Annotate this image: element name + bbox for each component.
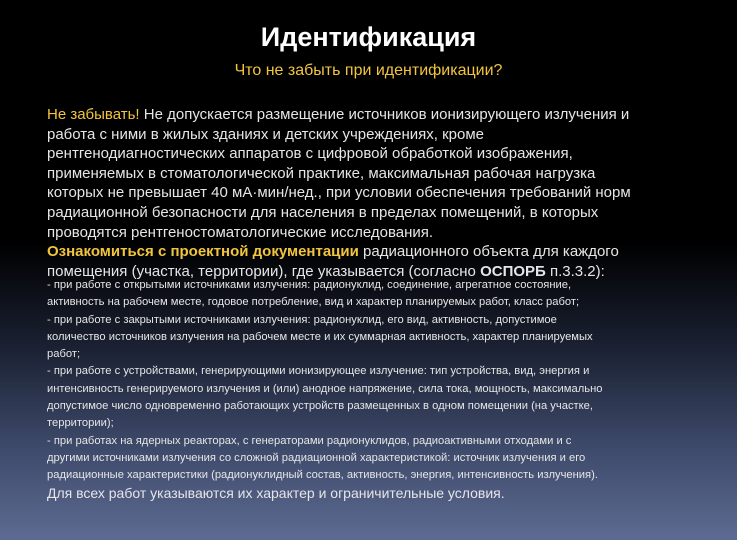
detail-line: - при работе с закрытыми источниками излучения: радионуклид, его вид, активность, допустимое [47,313,557,326]
text-line [47,105,631,125]
text-fragment: Не допускается размещение источников ионизирующего излучения и [139,106,630,123]
slide-title: Идентификация [260,22,477,52]
detail-line: - при работах на ядерных реакторах, с генераторами радионуклидов, радиоактивными отходами и с [47,434,572,447]
detail-line: допустимое число одновременно работающих устройств размещенных в одном помещении (на участке, [47,400,594,413]
text-line: применяемых в стоматологической практике, максимальная рабочая нагрузка [47,164,596,182]
detail-line: количество источников излучения на рабочем месте и их суммарная активность, характер планируемых [47,330,593,343]
detail-line: радиационные характеристики (радионуклидный состав, активность, энергия, интенсивность излучения). [47,469,598,482]
footer-text: Для всех работ указываются их характер и ограничительные условия. [47,485,505,501]
main-text [47,105,631,281]
slide-subtitle: Что не забыть при идентификации? [234,62,503,79]
detail-line: другими источниками излучения со сложной радиационной характеристикой: источник излучения и его [47,451,586,464]
text-line: которых не превышает 40 мА·мин/нед., при условии обеспечения требований норм [47,184,631,202]
detail-line: активность на рабочем месте, годовое потребление, вид и характер планируемых работ, класс работ; [47,296,580,309]
detail-line: работ; [47,348,81,361]
details-list [47,277,602,485]
text-fragment: помещения (участка, территории), где указывается (согласно [47,262,481,280]
text-fragment: п.3.3.2): [545,262,605,280]
accent-text: Не забывать! [47,106,140,123]
text-line: рентгенодиагностических аппаратов с цифровой обработкой изображения, [47,145,573,163]
text-fragment: радиационного объекта для каждого [358,243,619,261]
reference-text: ОСПОРБ [480,262,546,280]
detail-line: интенсивность генерируемого излучения и (или) анодное напряжение, сила тока, мощность, максимально [47,382,603,395]
text-line: радиационной безопасности для населения в пределах помещений, в которых [47,203,599,221]
detail-line: территории); [47,417,114,430]
detail-line: - при работе с открытыми источниками излучения: радионуклид, соединение, агрегатное состояние, [47,279,572,291]
accent-text: Ознакомиться с проектной документации [47,243,359,261]
text-line: проводятся рентгеностоматологические исследования. [47,223,434,241]
detail-line: - при работе с устройствами, генерирующими ионизирующее излучение: тип устройства, вид, энергия и [47,365,590,378]
text-line: работа с ними в жилых зданиях и детских учреждениях, кроме [47,125,484,143]
text-line [47,242,631,262]
